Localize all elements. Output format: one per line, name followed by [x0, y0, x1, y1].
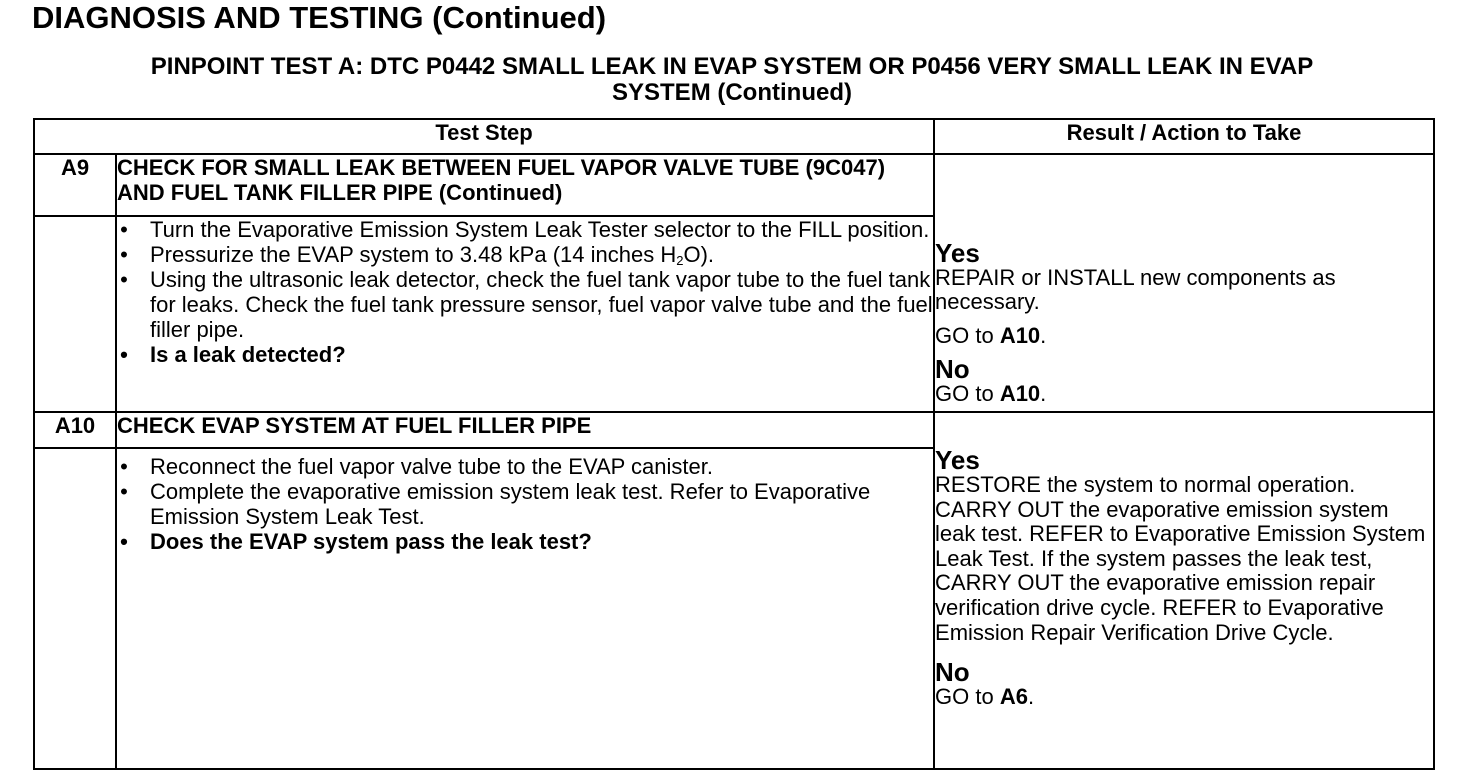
yes-label-a10: Yes [935, 445, 980, 475]
bullet-icon: • [120, 342, 128, 367]
yes-label-a9: Yes [935, 237, 980, 268]
table-header-row [34, 119, 1434, 154]
no-goto-a10 [935, 685, 1433, 710]
no-goto-a10-suffix: . [1027, 684, 1035, 710]
list-item: • Pressurize the EVAP system to 3.48 kPa (14 inches $H_2O$). [117, 242, 933, 267]
header-test-step: Test Step [34, 119, 934, 154]
pinpoint-test-title-line-2: SYSTEM (Continued) [612, 79, 852, 106]
bullet-icon: • [120, 479, 128, 504]
result-a10 [934, 412, 1434, 769]
list-item-question: • Is a leak detected? [117, 342, 933, 367]
no-goto-a9-prefix: GO to [935, 381, 1000, 407]
yes-goto-a9 [935, 324, 1433, 349]
no-label-a9: No [935, 354, 970, 385]
no-label-a10: No [935, 657, 970, 688]
step-id-a9-blank [34, 216, 116, 412]
pinpoint-test-title-line-1: PINPOINT TEST A: DTC P0442 SMALL LEAK IN EVAP SYSTEM OR P0456 VERY SMALL LEAK IN EVAP [150, 53, 1314, 80]
yes-text-a10: RESTORE the system to normal operation. CARRY OUT the evaporative emission system leak test. REFER to Evaporative Emission System Leak Test. If the system passes the leak test, CARRY OUT the evaporative emission repair verification drive cycle. REFER to Evaporative Emission Repair Verification Drive Cycle. [935, 472, 1426, 645]
step-id-a10-blank [34, 448, 116, 769]
no-goto-a9-suffix: . [1040, 381, 1047, 407]
step-row-a10-title [34, 412, 1434, 448]
list-item: • Reconnect the fuel vapor valve tube to the EVAP canister. [117, 454, 933, 479]
step-title-a9: CHECK FOR SMALL LEAK BETWEEN FUEL VAPOR VALVE TUBE (9C047) AND FUEL TANK FILLER PIPE (Continued) [116, 154, 934, 216]
no-goto-a9-ref: A10 [999, 381, 1041, 407]
step-bullets-a10 [117, 454, 933, 554]
pinpoint-test-title [32, 54, 1432, 106]
bullet-icon: • [120, 242, 128, 267]
step-id-a9: A9 [34, 154, 116, 216]
yes-goto-a9-ref: A10 [999, 322, 1041, 348]
no-goto-a10-ref: A6 [999, 684, 1028, 710]
result-a9 [934, 154, 1434, 412]
h2o-subscript: 2 [676, 253, 684, 268]
header-result-action: Result / Action to Take [934, 119, 1434, 154]
pinpoint-test-table [33, 118, 1435, 770]
yes-goto-a9-prefix: GO to [935, 322, 1000, 348]
step-row-a9-title [34, 154, 1434, 216]
step-id-a10: A10 [34, 412, 116, 448]
yes-text-a9: REPAIR or INSTALL new components as necessary. [935, 264, 1336, 315]
list-item: • Turn the Evaporative Emission System Leak Tester selector to the FILL position. [117, 217, 933, 242]
step-bullets-a9 [117, 217, 933, 367]
bullet-icon: • [120, 217, 128, 242]
step-body-a10 [116, 448, 934, 769]
yes-goto-a9-suffix: . [1040, 322, 1047, 348]
bullet-icon: • [120, 454, 128, 479]
bullet-icon: • [120, 267, 128, 292]
page-title: DIAGNOSIS AND TESTING (Continued) [32, 0, 607, 35]
list-item-question: • Does the EVAP system pass the leak test? [117, 529, 933, 554]
bullet-icon: • [120, 529, 128, 554]
step-title-a10: CHECK EVAP SYSTEM AT FUEL FILLER PIPE [116, 412, 934, 448]
no-goto-a10-prefix: GO to [935, 684, 1000, 710]
list-item: • Complete the evaporative emission system leak test. Refer to Evaporative Emission System Leak Test. [117, 479, 933, 529]
step-body-a9 [116, 216, 934, 412]
list-item: • Using the ultrasonic leak detector, check the fuel tank vapor tube to the fuel tank for leaks. Check the fuel tank pressure sensor, fuel vapor valve tube and the fuel filler pipe. [117, 267, 933, 342]
no-goto-a9 [935, 382, 1433, 407]
